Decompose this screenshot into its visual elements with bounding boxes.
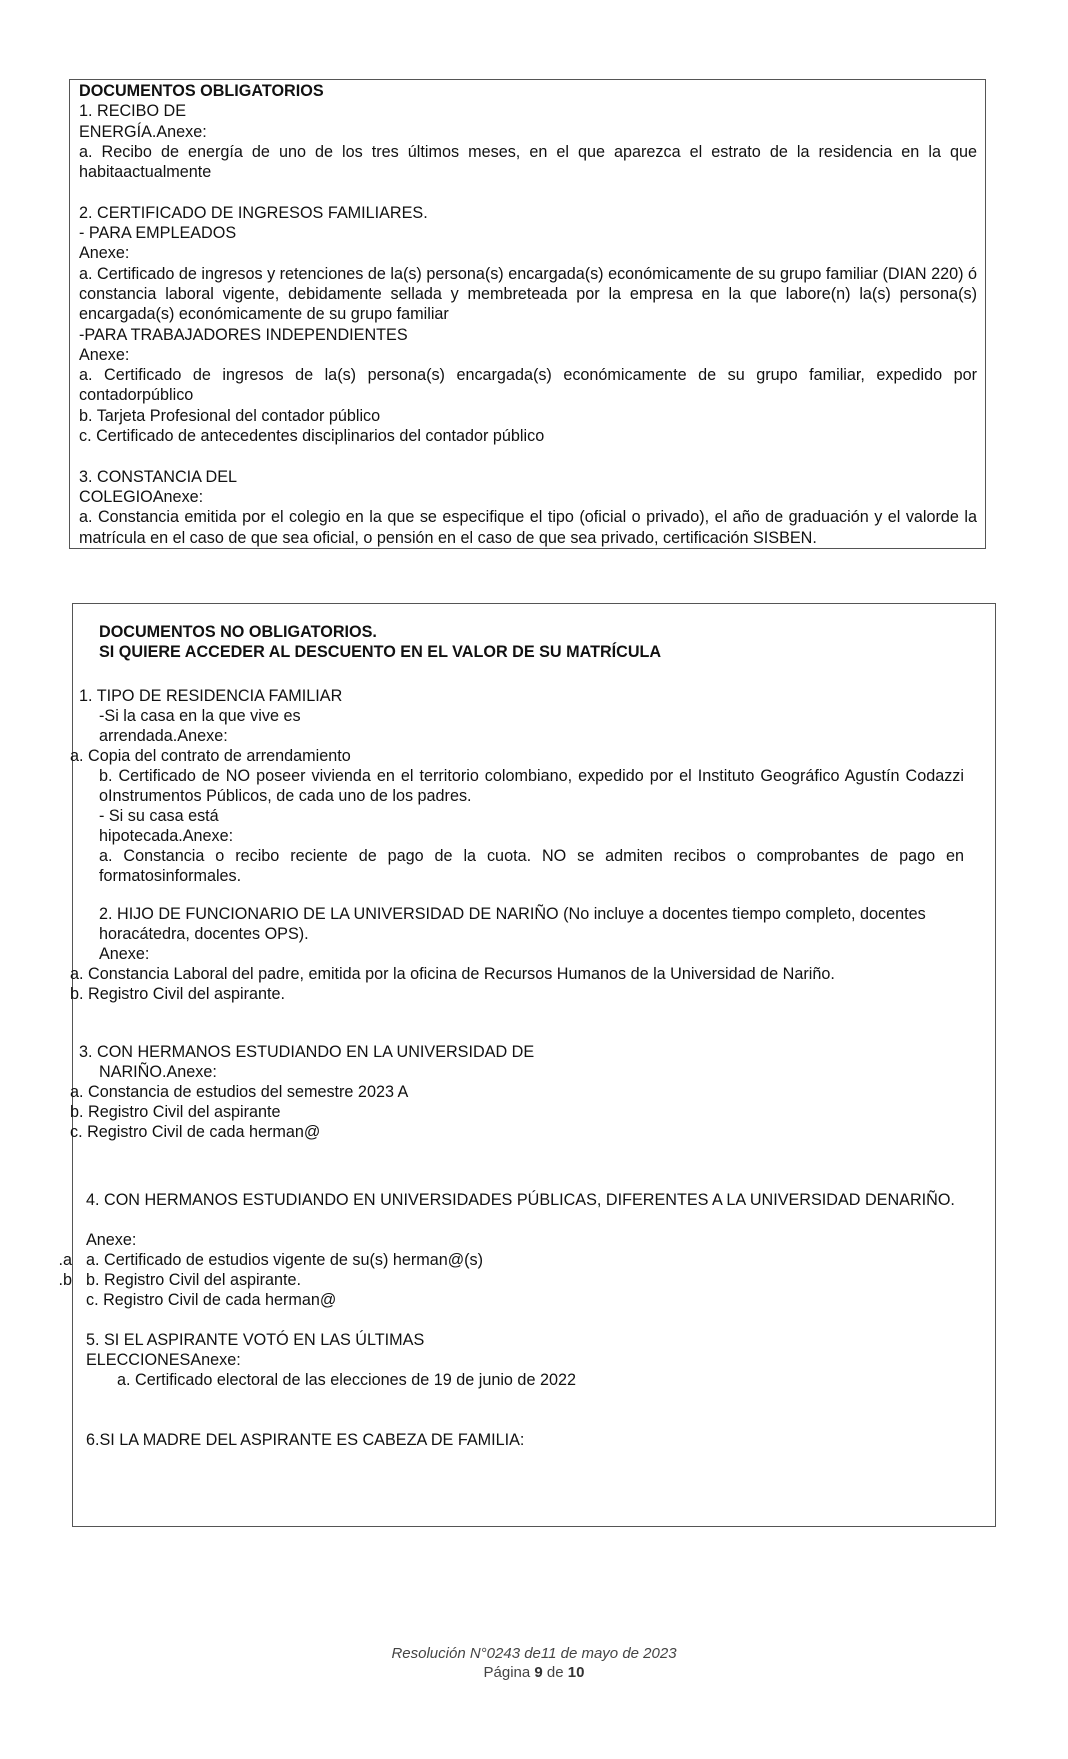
voter-annex-label: ELECCIONESAnexe: — [86, 1351, 241, 1369]
independents-item-a: a. Certificado de ingresos de la(s) persona(s) encargada(s) económicamente de su grupo familiar, expedido por contadorpúblico — [79, 366, 977, 405]
siblings-udenar-title: 3. CON HERMANOS ESTUDIANDO EN LA UNIVERSIDAD DE — [79, 1043, 535, 1061]
independents-annex-label: Anexe: — [79, 345, 130, 364]
staff-child-annex-label: Anexe: — [99, 945, 150, 963]
siblings-public-item-b: b. Registro Civil del aspirante. — [86, 1271, 302, 1289]
independents-item-c: c. Certificado de antecedentes disciplinarios del contador público — [79, 427, 545, 446]
optional-heading: DOCUMENTOS NO OBLIGATORIOS. — [99, 623, 377, 641]
siblings-public-item-c: c. Registro Civil de cada herman@ — [86, 1291, 337, 1309]
optional-documents-box — [58, 603, 996, 1527]
total-pages: 10 — [567, 1664, 585, 1681]
independents-subtitle: -PARA TRABAJADORES INDEPENDIENTES — [79, 325, 408, 344]
energy-receipt-item-a: a. Recibo de energía de uno de los tres últimos meses, en el que aparezca el estrato de la residencia en la que habitaactualmente — [79, 142, 977, 182]
page-number — [0, 1663, 1068, 1682]
energy-receipt-title: 1. RECIBO DE — [79, 102, 187, 121]
school-certificate-annex-label: COLEGIOAnexe: — [79, 487, 204, 506]
rented-condition: -Si la casa en la que vive es — [99, 707, 301, 725]
discount-heading: SI QUIERE ACCEDER AL DESCUENTO EN EL VALOR DE SU MATRÍCULA — [99, 643, 662, 661]
energy-receipt-annex-label: ENERGÍA.Anexe: — [79, 122, 207, 141]
income-certificate-title: 2. CERTIFICADO DE INGRESOS FAMILIARES. — [79, 203, 428, 222]
current-page: 9 — [534, 1664, 543, 1681]
spacer — [79, 446, 977, 466]
stray-marker-a: a. — [58, 1251, 72, 1269]
rented-item-b: b. Certificado de NO poseer vivienda en el territorio colombiano, expedido por el Instituto Geográfico Agustín Codazzi oInstrumentos Públicos, de cada uno de los padres. — [99, 767, 964, 806]
page-of: de — [546, 1664, 564, 1681]
siblings-public-item-a: a. Certificado de estudios vigente de su(s) herman@(s) — [86, 1251, 484, 1269]
mortgaged-condition: - Si su casa está — [99, 807, 219, 825]
rented-item-a: a. Copia del contrato de arrendamiento — [70, 747, 351, 765]
staff-child-item-a: a. Constancia Laboral del padre, emitida por la oficina de Recursos Humanos de la Universidad de Nariño. — [70, 965, 835, 983]
siblings-udenar-annex-label: NARIÑO.Anexe: — [99, 1063, 217, 1081]
siblings-public-title: 4. CON HERMANOS ESTUDIANDO EN UNIVERSIDADES PÚBLICAS, DIFERENTES A LA UNIVERSIDAD DENARIÑO. — [86, 1191, 955, 1209]
voter-item-a: a. Certificado electoral de las elecciones de 19 de junio de 2022 — [117, 1371, 576, 1389]
mandatory-documents-box — [69, 79, 986, 549]
staff-child-item-b: b. Registro Civil del aspirante. — [70, 985, 286, 1003]
independents-item-b: b. Tarjeta Profesional del contador público — [79, 406, 381, 425]
page-word: Página — [483, 1664, 531, 1681]
school-certificate-item-a: a. Constancia emitida por el colegio en la que se especifique el tipo (oficial o privado), el año de graduación y el valorde la matrícula en el caso de que sea oficial, o pensión en el caso de que sea privado, certificación SISBEN. — [79, 508, 977, 547]
staff-child-title: 2. HIJO DE FUNCIONARIO DE LA UNIVERSIDAD DE NARIÑO (No incluye a docentes tiempo completo, docentes horacátedra, docentes OPS). — [99, 905, 926, 944]
single-mother-title: 6.SI LA MADRE DEL ASPIRANTE ES CABEZA DE FAMILIA: — [86, 1431, 525, 1449]
stray-marker-b: b. — [58, 1271, 72, 1289]
rented-annex-label: arrendada.Anexe: — [99, 727, 228, 745]
employees-item-a: a. Certificado de ingresos y retenciones de la(s) persona(s) encargada(s) económicamente de su grupo familiar (DIAN 220) ó constancia laboral vigente, debidamente sellada y membreteada por la empresa en la que labore(n) la(s) persona(s) encargada(s) económicamente de su grupo familiar — [79, 264, 977, 324]
siblings-public-annex-label: Anexe: — [86, 1231, 137, 1249]
mortgaged-item-a: a. Constancia o recibo reciente de pago de la cuota. NO se admiten recibos o comprobantes de pago en formatosinformales. — [99, 847, 964, 886]
page-footer — [0, 1644, 1068, 1682]
voter-title: 5. SI EL ASPIRANTE VOTÓ EN LAS ÚLTIMAS — [86, 1331, 425, 1349]
residence-type-title: 1. TIPO DE RESIDENCIA FAMILIAR — [79, 687, 343, 705]
siblings-udenar-item-a: a. Constancia de estudios del semestre 2023 A — [70, 1083, 409, 1101]
spacer — [79, 182, 977, 202]
siblings-udenar-item-b: b. Registro Civil del aspirante — [70, 1103, 281, 1121]
resolution-reference: Resolución N°0243 de11 de mayo de 2023 — [391, 1645, 677, 1662]
mortgaged-annex-label: hipotecada.Anexe: — [99, 827, 234, 845]
siblings-udenar-item-c: c. Registro Civil de cada herman@ — [70, 1123, 321, 1141]
employees-subtitle: - PARA EMPLEADOS — [79, 224, 237, 243]
school-certificate-title: 3. CONSTANCIA DEL — [79, 467, 238, 486]
employees-annex-label: Anexe: — [79, 244, 130, 263]
mandatory-heading: DOCUMENTOS OBLIGATORIOS — [79, 82, 324, 100]
